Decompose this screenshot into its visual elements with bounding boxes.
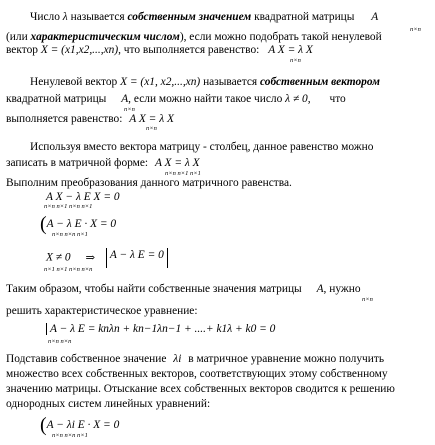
p6-line1 (6, 352, 435, 366)
p5-line2: решить характеристическое уравнение: (6, 305, 198, 317)
p4-line1: Выполним преобразования данного матричного равенства. (6, 177, 292, 189)
equation: A X = λ X (154, 157, 200, 169)
p4-eq2-sub: n×n n×n n×1 (52, 231, 88, 238)
p4-eq1: A X − λ E X = 0 (46, 191, 120, 203)
p6-line4: однородных систем линейных уравнений: (6, 398, 211, 410)
lambda-i: λi (173, 353, 182, 365)
p2-sub: n×n (124, 106, 135, 113)
p3-line1: Используя вместо вектора матрицу - столбец, данное равенство можно (30, 141, 374, 153)
p2-line1 (30, 75, 435, 89)
equation: A X = λ X (129, 113, 174, 125)
lambda-symbol: λ (62, 11, 68, 23)
matrix-A: A (371, 11, 379, 23)
text: в матричное уравнение можно получить (188, 353, 385, 365)
p4-eq3-sub: n×1 n×1 n×n n×n (44, 266, 93, 273)
p2-line2 (6, 92, 435, 106)
p4-eq3 (46, 248, 435, 268)
paren-open: ( (40, 414, 47, 436)
text: квадратной матрицы (6, 93, 107, 105)
text: записать в матричной форме: (6, 157, 149, 169)
p6-line2: множество всех собственных векторов, соответствующих этому собственному (6, 368, 388, 380)
text: называется (203, 76, 258, 88)
text: Ненулевой вектор (30, 76, 118, 88)
text: вектор (6, 44, 38, 56)
p3-line2 (6, 156, 435, 170)
vector-X: X = (x1, x2,...,xn) (120, 76, 201, 88)
term-characteristic: характеристическим числом (30, 31, 180, 43)
term-eigenvector: собственным вектором (260, 76, 380, 88)
determinant-equation: A − λ E = 0 (106, 248, 168, 268)
p5-eq (46, 322, 435, 336)
text: , что выполняется равенство: (118, 44, 260, 56)
p5-sub: n×n (362, 296, 373, 303)
vector-X: X = (x1,x2,...,xn) (40, 44, 119, 56)
equation: A − λi E · X = 0 (46, 419, 120, 432)
p1-line1 (30, 10, 435, 24)
text: что (329, 93, 346, 105)
text: ), если можно подобрать такой ненулевой (179, 31, 382, 43)
implies-arrow: ⇒ (85, 251, 96, 264)
text: (или (6, 31, 28, 43)
p5-line1 (6, 282, 435, 296)
text: Число (30, 11, 60, 23)
lambda-nonzero: λ ≠ 0, (285, 93, 311, 105)
p2-eq-sub: n×n (146, 125, 157, 132)
text: , нужно (323, 283, 361, 295)
term-eigenvalue: собственным значением (127, 11, 252, 23)
p5-eq-sub: n×n n×n (48, 338, 72, 345)
text: Подставив собственное значение (6, 353, 167, 365)
text: называется (70, 11, 125, 23)
equation: A − λ E · X = 0 (46, 218, 117, 231)
p1-sub: n×n (410, 26, 421, 33)
equation: A X = λ X (268, 44, 313, 56)
text: Таким образом, чтобы найти собственные значения матрицы (6, 283, 302, 295)
matrix-A: A (121, 93, 129, 105)
text: выполняется равенство: (6, 113, 123, 125)
matrix-A: A (316, 283, 324, 295)
p3-eq-sub: n×n n×1 n×1 (165, 170, 201, 177)
p1-line3 (6, 43, 435, 57)
text: , если можно найти такое число (128, 93, 283, 105)
characteristic-equation: A − λ E = knλn + kn−1λn−1 + ....+ k1λ + k0 = 0 (46, 323, 275, 335)
p6-eq-sub: n×n n×n n×1 (52, 432, 88, 439)
p6-line3: значению матрицы. Отыскание всех собственных векторов сводится к решению (6, 383, 395, 395)
equation-left: X ≠ 0 (46, 251, 71, 264)
text: квадратной матрицы (254, 11, 355, 23)
p1-eq-sub: n×n (290, 57, 301, 64)
p4-eq1-sub: n×n n×1 n×n n×1 (44, 203, 93, 210)
paren-open: ( (40, 213, 47, 235)
